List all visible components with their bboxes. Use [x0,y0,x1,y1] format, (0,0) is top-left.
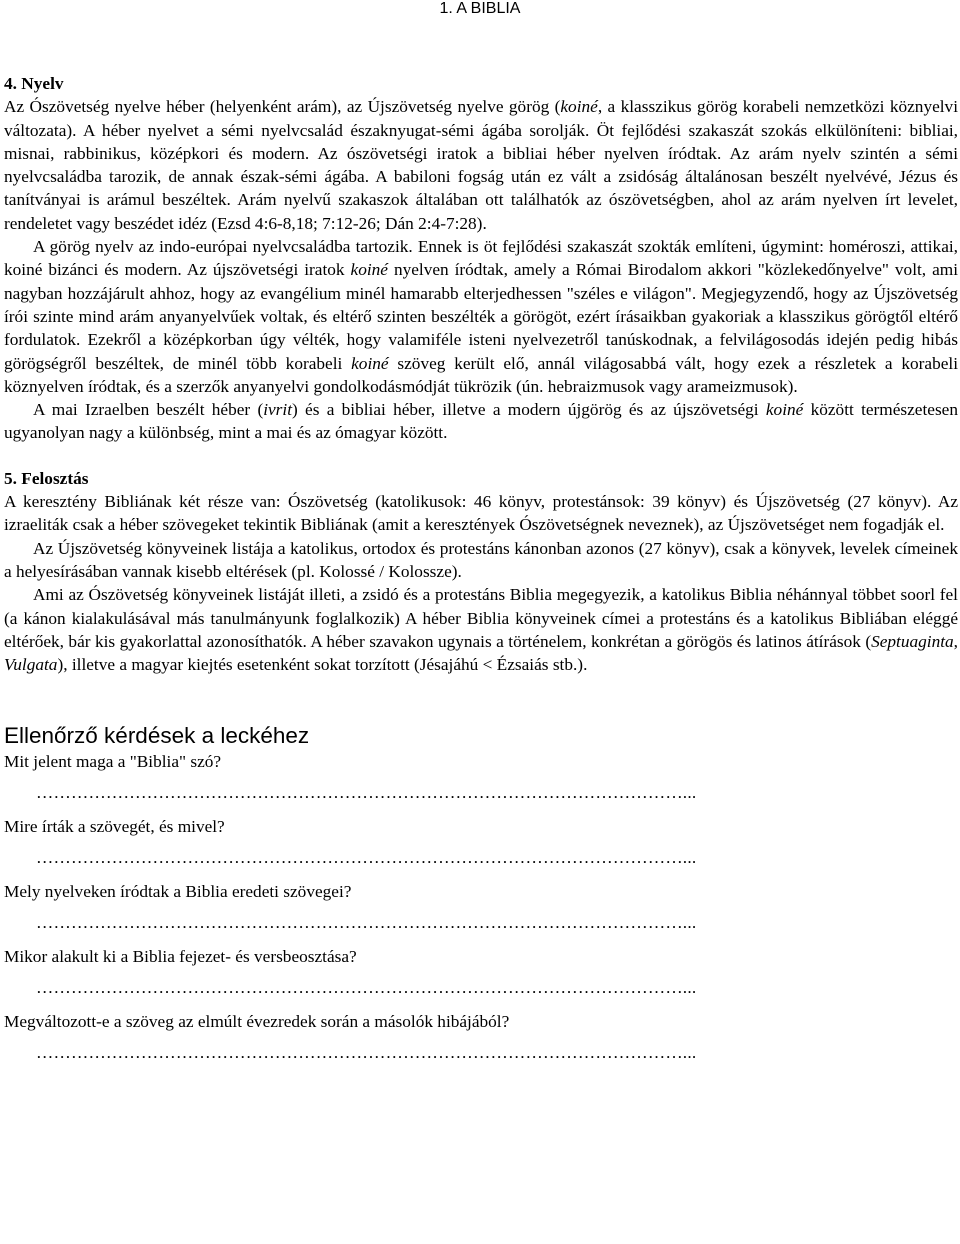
text-run: szöveg került elő, annál világosabbá vált, hogy ezek a részletek a korabeli köznyelven íródtak, és a szerzők anyanyelvi gondolkodásmódját tükrözik (ún. hebraizmusok vagy arameizmusok). [4,353,959,396]
answer-line[interactable]: …………………………………………………………………………………………………... [36,783,697,803]
text-run: Az Ószövetség nyelve héber (helyenként arám), az Újszövetség nyelve görög ( [4,97,561,117]
question-text: Mikor alakult ki a Biblia fejezet- és versbeosztása? [4,947,357,967]
questions-heading: Ellenőrző kérdések a leckéhez [4,723,310,749]
section-5-paragraph-3 [4,583,958,676]
question-text: Mire írták a szövegét, és mivel? [4,817,225,837]
text-run: , [953,631,958,651]
question-block [4,945,958,999]
text-run: nyelven íródtak, amely a Római Birodalom akkori "közlekedőnyelve" volt, ami nagyban hozzájárult ahhoz, hogy az evangélium minél hamarabb elterjedhessen "széles e világon". Megjegyzendő, hogy az Újszövetség írói szinte mind arám anyanyelvűek voltak, és eltérő szinten beszélték a görögöt, ezért írásaikban gyakoriak a klasszikus görögtől eltérő fordulatok. Ezekről a középkorban úgy vélték, hogy valamiféle isteni nyelvezetről tanúskodnak, a felvilágosodás idején pedig hibás görögségről beszéltek, de minél több korabeli [4,260,958,373]
text-run: között természetesen ugyanolyan nagy a különbség, mint a mai és az ómagyar között. [4,400,958,443]
section-4-paragraph-1 [4,95,958,235]
question-block [4,1010,958,1064]
section-4-paragraph-2 [4,235,958,398]
section-spacer [4,676,958,722]
answer-line[interactable]: …………………………………………………………………………………………………... [36,978,697,998]
text-run: Ami az Ószövetség könyveinek listáját illeti, a zsidó és a protestáns Biblia megegyezik, a katolikus Biblia néhánnyal többet soorl fel (a kánon kialakulásával más tanulmányunk foglalkozik) A héber Biblia könyveinek címei a protestáns és a katolikus Bibliában eléggé eltérőek, bár kis gyakorlattal azonosíthatók. A héber szavakon ugynais a történelem, konkrétan a görögös és latinos átírások ( [4,585,958,651]
section-4-title: 4. Nyelv [4,74,64,93]
section-5-paragraph-1 [4,490,958,537]
italic-term: Vulgata [4,655,58,675]
section-4-paragraph-3 [4,398,958,445]
text-run: ) és a bibliai héber, illetve a modern újgörög és az újszövetségi [292,400,766,420]
question-block [4,880,958,934]
section-5-title: 5. Felosztás [4,468,89,488]
answer-line[interactable]: …………………………………………………………………………………………………... [36,1043,697,1063]
italic-term: koiné [350,260,388,280]
text-run: , a klasszikus görög korabeli nemzetközi köznyelvi változata). A héber nyelvet a sémi nyelvcsalád északnyugat-sémi ágába sorolják. Öt fejlődési szakaszát szokás elkülöníteni: bibliai, misnai, rabbinikus, középkori és modern. Az ószövetségi iratok a bibliai héber nyelven íródtak. Az arám nyelv szintén a sémi nyelvcsaládba tarozik, de annak észak-sémi ágába. A babiloni fogság után ez vált a zsidóság általánosan beszélt nyelvévé, Jézus és tanítványai is arámul beszéltek. Arám nyelvű szakaszok általában ott találhatók az ószövetségben, ahol az arám nyelven írt levelet, rendeletet vagy beszédet idéz (Ezsd 4:6-8,18; 7:12-26; Dán 2:4-7:28). [4,97,958,233]
text-run: Az Újszövetség könyveinek listája a katolikus, ortodox és protestáns kánonban azonos (27 könyv), csak a könyvek, levelek címeinek a helyesírásában vannak kisebb eltérések (pl. Kolossé / Kolossze). [4,538,958,581]
italic-term: koiné [560,97,598,117]
question-block [4,815,958,869]
italic-term: koiné [765,400,804,420]
question-text: Mely nyelveken íródtak a Biblia eredeti szövegei? [4,882,352,902]
text-run: ), illetve a magyar kiejtés esetenként sokat torzított (Jésajáhú < Ézsaiás stb.). [57,655,588,675]
question-block [4,750,958,804]
question-text: Megváltozott-e a szöveg az elmúlt évezredek során a másolók hibájából? [4,1012,510,1032]
running-header: 1. A BIBLIA [439,0,521,17]
text-run: A mai Izraelben beszélt héber ( [33,400,264,420]
answer-line[interactable]: …………………………………………………………………………………………………... [36,848,697,868]
italic-term: Septuaginta [871,631,954,651]
section-spacer [4,445,958,467]
section-5-paragraph-2 [4,537,958,584]
text-run: A keresztény Bibliának két része van: Ószövetség (katolikusok: 46 könyv, protestánsok: 39 könyv) és Újszövetség (27 könyv). Az izraeliták csak a héber szövegeket tekintik Bibliának (amit a keresztények Ószövetségnek neveznek), az Újszövetséget nem fogadják el. [4,492,958,535]
text-run: A görög nyelv az indo-európai nyelvcsaládba tartozik. Ennek is öt fejlődési szakaszát szokták említeni, úgymint: homéroszi, attikai, koiné bizánci és modern. Az újszövetségi iratok [4,237,958,280]
italic-term: ivrit [263,400,293,420]
answer-line[interactable]: …………………………………………………………………………………………………... [36,913,697,933]
document-body [4,72,958,1075]
question-text: Mit jelent maga a "Biblia" szó? [4,752,222,772]
italic-term: koiné [351,353,389,373]
